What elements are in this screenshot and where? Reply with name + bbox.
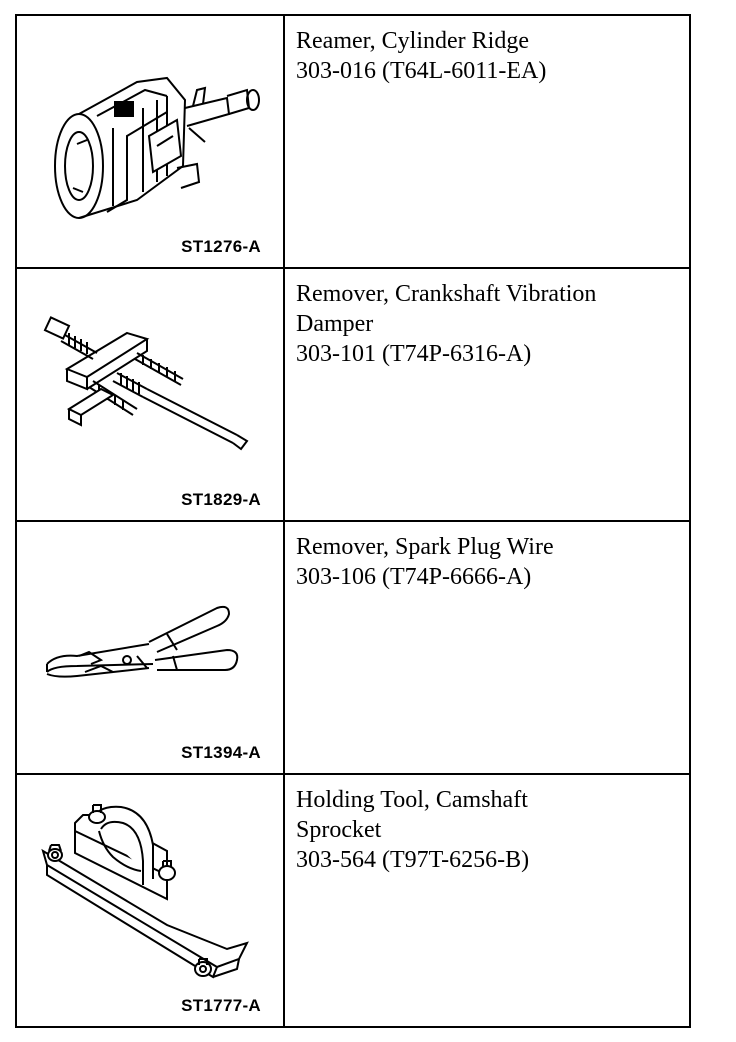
tool-name-continued: Sprocket xyxy=(296,817,382,843)
vibration-damper-remover-illustration xyxy=(17,269,283,522)
tool-part-number: 303-564 (T97T-6256-B) xyxy=(296,847,530,873)
tool-part-number: 303-106 (T74P-6666-A) xyxy=(296,564,532,590)
tool-description-cell xyxy=(284,521,690,774)
cylinder-ridge-reamer-illustration xyxy=(17,16,283,269)
tool-part-number: 303-101 (T74P-6316-A) xyxy=(296,341,532,367)
tool-row xyxy=(16,774,690,1027)
tool-row xyxy=(16,521,690,774)
special-tools-table xyxy=(15,14,691,1028)
tool-illustration-cell xyxy=(16,774,284,1027)
tool-name: Remover, Spark Plug Wire xyxy=(296,534,554,560)
tool-row xyxy=(16,268,690,521)
tool-description-cell xyxy=(284,774,690,1027)
illustration-code: ST1276-A xyxy=(181,237,261,256)
camshaft-sprocket-holding-tool-illustration xyxy=(17,775,283,1028)
tool-name: Remover, Crankshaft Vibration xyxy=(296,281,597,307)
tool-description-cell xyxy=(284,15,690,268)
tool-illustration-cell xyxy=(16,268,284,521)
tool-description-cell xyxy=(284,268,690,521)
illustration-code: ST1829-A xyxy=(181,490,261,509)
tool-illustration-cell xyxy=(16,15,284,268)
tool-row xyxy=(16,15,690,268)
tool-name-continued: Damper xyxy=(296,311,374,337)
spark-plug-wire-remover-illustration xyxy=(17,522,283,775)
tool-name: Reamer, Cylinder Ridge xyxy=(296,28,529,54)
tool-illustration-cell xyxy=(16,521,284,774)
illustration-code: ST1394-A xyxy=(181,743,261,762)
illustration-code: ST1777-A xyxy=(181,996,261,1015)
tool-part-number: 303-016 (T64L-6011-EA) xyxy=(296,58,547,84)
tool-name: Holding Tool, Camshaft xyxy=(296,787,528,813)
